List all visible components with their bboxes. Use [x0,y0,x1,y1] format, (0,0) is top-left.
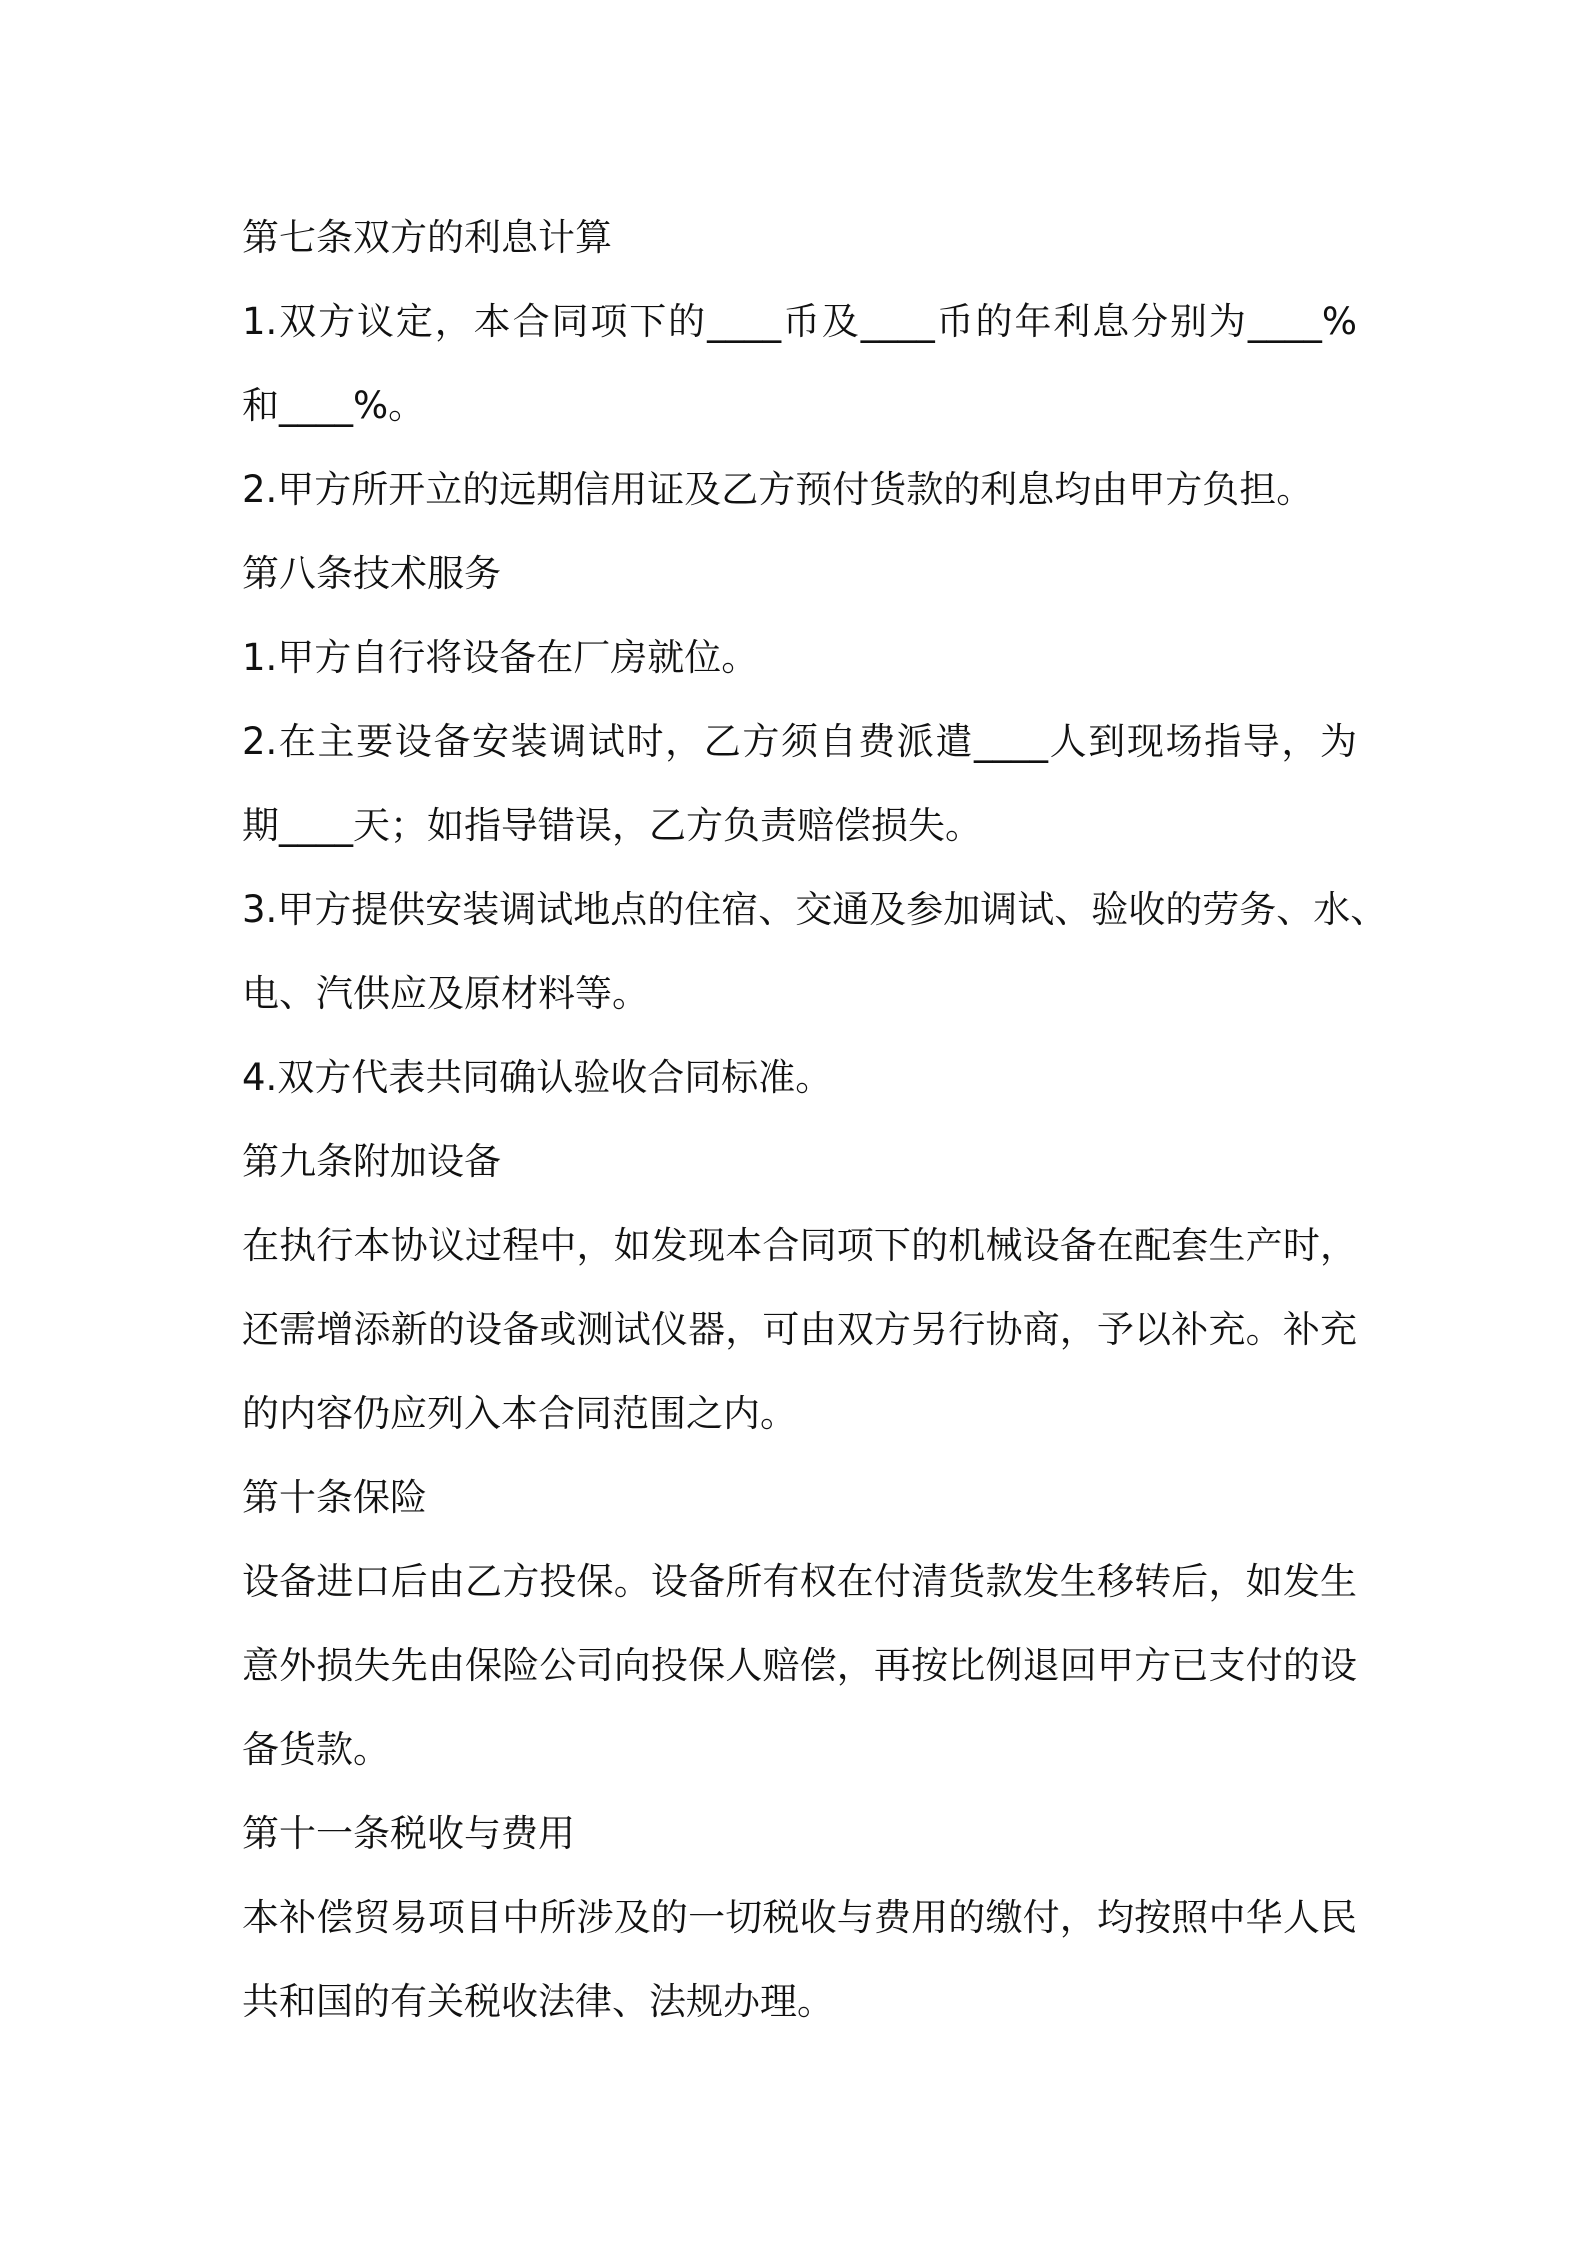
text-line: 4.双方代表共同确认验收合同标准。 [242,1056,833,1099]
text-line: 和____%。 [242,384,426,427]
text-line: 2.甲方所开立的远期信用证及乙方预付货款的利息均由甲方负担。 [242,468,1314,511]
document-page [242,196,1388,2044]
text-line: 还需增添新的设备或测试仪器，可由双方另行协商，予以补充。补充 [242,1308,1357,1351]
text-line: 期____天；如指导错误，乙方负责赔偿损失。 [242,804,982,847]
text-line: 备货款。 [242,1728,390,1771]
text-line: 的内容仍应列入本合同范围之内。 [242,1392,797,1435]
article-10-heading: 第十条保险 [242,1476,427,1519]
text-line: 1.甲方自行将设备在厂房就位。 [242,636,759,679]
text-line: 电、汽供应及原材料等。 [242,972,649,1015]
article-8-heading: 第八条技术服务 [242,552,501,595]
text-line: 设备进口后由乙方投保。设备所有权在付清货款发生移转后，如发生 [242,1560,1357,1603]
text-line: 2.在主要设备安装调试时，乙方须自费派遣____人到现场指导，为 [242,720,1357,763]
article-9-heading: 第九条附加设备 [242,1140,501,1183]
text-line: 1.双方议定，本合同项下的____币及____币的年利息分别为____% [242,300,1357,343]
article-11-heading: 第十一条税收与费用 [242,1812,575,1855]
article-7-heading: 第七条双方的利息计算 [242,216,612,259]
text-line: 意外损失先由保险公司向投保人赔偿，再按比例退回甲方已支付的设 [242,1644,1357,1687]
text-line: 本补偿贸易项目中所涉及的一切税收与费用的缴付，均按照中华人民 [242,1896,1357,1939]
text-line: 3.甲方提供安装调试地点的住宿、交通及参加调试、验收的劳务、水、 [242,888,1388,931]
text-line: 共和国的有关税收法律、法规办理。 [242,1980,834,2023]
text-line: 在执行本协议过程中，如发现本合同项下的机械设备在配套生产时， [242,1224,1357,1267]
